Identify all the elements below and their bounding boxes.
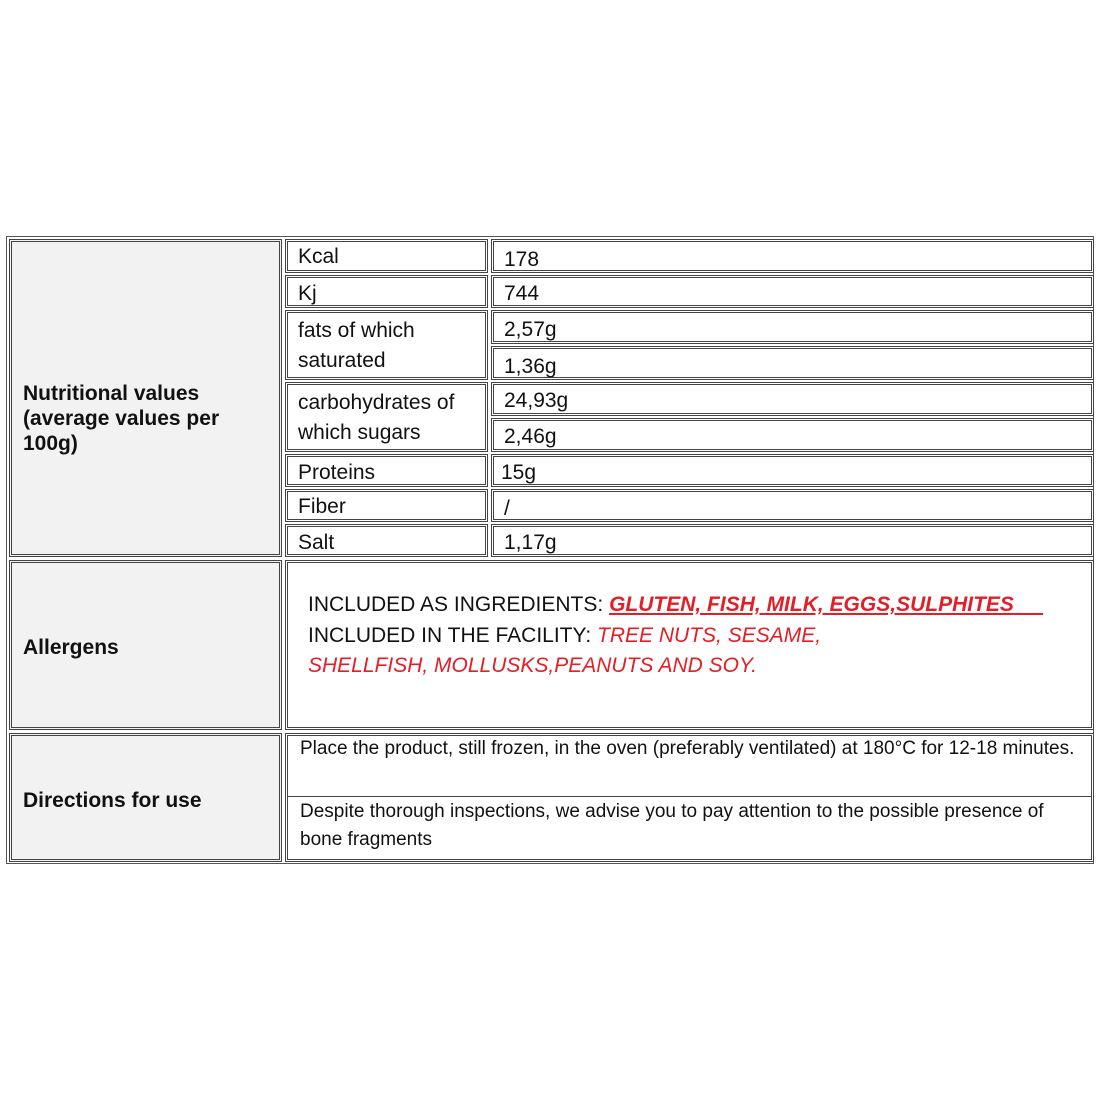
salt-value-cell bbox=[491, 524, 1094, 557]
directions-warning: Despite thorough inspections, we advise you to pay attention to the possible presence of bone fragments bbox=[300, 801, 1044, 850]
kj-value-cell bbox=[491, 275, 1094, 308]
fats-value-cell bbox=[491, 310, 1094, 344]
fiber-name: Fiber bbox=[298, 495, 346, 518]
allergens-ingredients-line bbox=[308, 590, 1043, 620]
salt-name: Salt bbox=[298, 531, 335, 554]
directions-label-cell bbox=[9, 733, 282, 862]
kcal-name: Kcal bbox=[298, 245, 339, 268]
underline-tail bbox=[1014, 593, 1043, 616]
sugars-value: 2,46g bbox=[504, 425, 557, 448]
carbs-value: 24,93g bbox=[504, 389, 569, 412]
directions-instruction: Place the product, still frozen, in the oven (preferably ventilated) at 180°C for 12-18 minutes. bbox=[300, 738, 1075, 759]
fats-name: fats of which saturated bbox=[298, 319, 415, 372]
kj-name-cell bbox=[285, 275, 488, 308]
carbs-value-cell bbox=[491, 382, 1094, 416]
saturated-value: 1,36g bbox=[504, 355, 557, 378]
directions-divider bbox=[288, 796, 1091, 797]
carbs-name: carbohydrates of which sugars bbox=[298, 391, 455, 444]
carbs-name-cell bbox=[285, 382, 488, 452]
allergens-label: Allergens bbox=[23, 636, 119, 659]
kcal-name-cell bbox=[285, 239, 488, 273]
nutrition-label: Nutritional values (average values per 100g) bbox=[23, 382, 220, 455]
proteins-value-cell bbox=[491, 454, 1094, 487]
kcal-value: 178 bbox=[504, 248, 540, 271]
directions-label: Directions for use bbox=[23, 789, 202, 812]
proteins-name-cell bbox=[285, 454, 488, 487]
fats-value: 2,57g bbox=[504, 318, 557, 341]
facility-prefix: INCLUDED IN THE FACILITY: bbox=[308, 624, 598, 647]
ingredients-list: GLUTEN, FISH, MILK, EGGS,SULPHITES bbox=[609, 593, 1014, 616]
allergens-facility-line bbox=[308, 621, 821, 651]
fiber-name-cell bbox=[285, 489, 488, 522]
facility-list-line2: SHELLFISH, MOLLUSKS,PEANUTS AND SOY. bbox=[308, 654, 757, 677]
salt-name-cell bbox=[285, 524, 488, 557]
ingredients-prefix: INCLUDED AS INGREDIENTS: bbox=[308, 593, 610, 616]
kj-value: 744 bbox=[504, 282, 540, 305]
directions-content-cell bbox=[285, 733, 1094, 862]
proteins-value: 15g bbox=[501, 461, 537, 484]
salt-value: 1,17g bbox=[504, 531, 557, 554]
saturated-value-cell bbox=[491, 346, 1094, 380]
sugars-value-cell bbox=[491, 418, 1094, 452]
fiber-value: / bbox=[504, 497, 510, 520]
kj-name: Kj bbox=[298, 282, 317, 305]
kcal-value-cell bbox=[491, 239, 1094, 273]
facility-list-line1: TREE NUTS, SESAME, bbox=[597, 624, 822, 647]
allergens-content-cell bbox=[285, 560, 1094, 730]
nutrition-label-cell bbox=[9, 239, 282, 557]
fiber-value-cell bbox=[491, 489, 1094, 522]
proteins-name: Proteins bbox=[298, 461, 376, 484]
allergens-label-cell bbox=[9, 560, 282, 730]
fats-name-cell bbox=[285, 310, 488, 380]
